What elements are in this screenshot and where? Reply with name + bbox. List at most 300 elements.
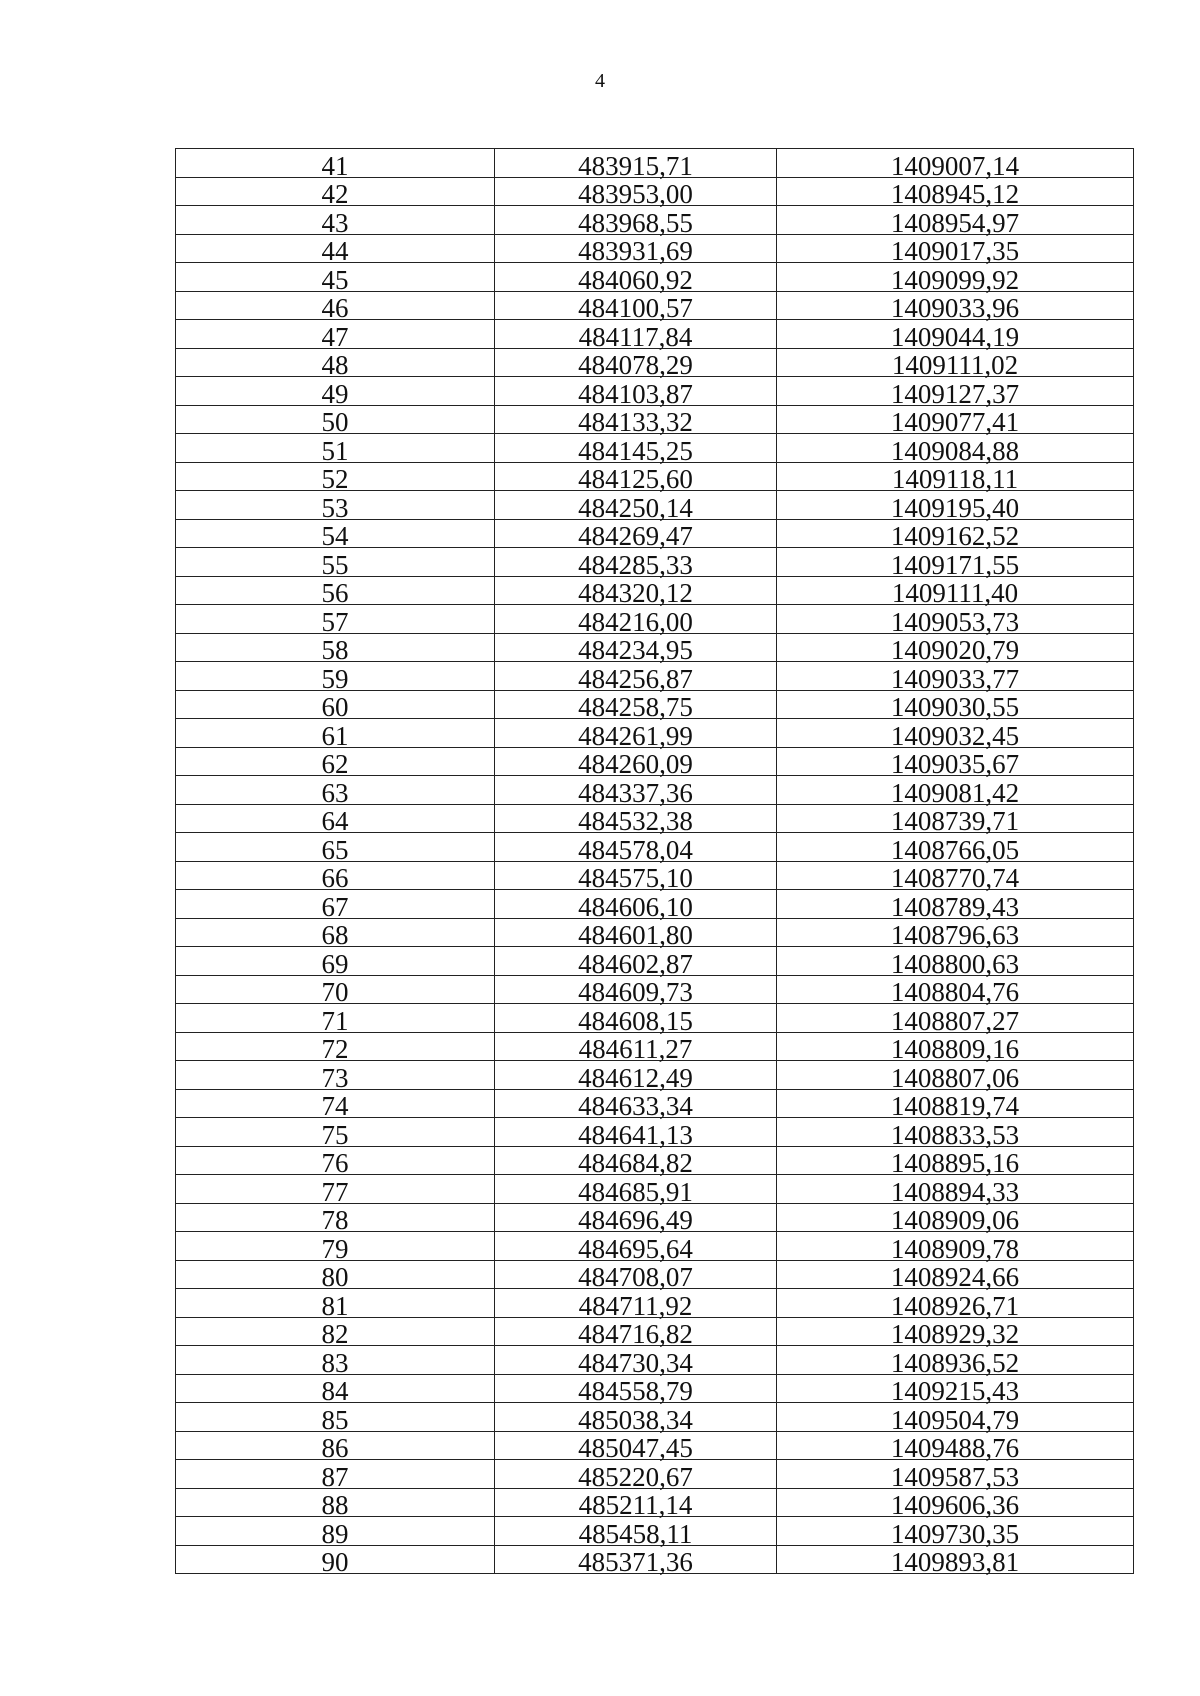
x-coordinate-cell	[495, 405, 777, 437]
cell-text: 484337,36	[578, 777, 693, 808]
y-coordinate-cell	[777, 719, 1134, 751]
table-row	[176, 1146, 1134, 1175]
table-row	[176, 918, 1134, 947]
table-row	[176, 1032, 1134, 1061]
cell-text: 1409215,43	[890, 1376, 1020, 1406]
y-coordinate-cell	[777, 377, 1134, 409]
x-coordinate-cell	[495, 1317, 777, 1349]
cell-text: 88	[321, 1490, 349, 1520]
x-coordinate-cell	[495, 234, 777, 266]
x-coordinate-cell	[495, 548, 777, 580]
x-coordinate-cell	[495, 890, 777, 922]
cell-text: 484684,82	[578, 1148, 693, 1178]
cell-text: 57	[321, 606, 349, 637]
cell-text: 1409195,40	[890, 492, 1020, 523]
cell-text: 484125,60	[578, 464, 693, 494]
cell-text: 1409127,37	[890, 378, 1020, 409]
cell-text: 1408807,27	[890, 1005, 1020, 1036]
cell-text: 1409032,45	[890, 720, 1020, 751]
cell-text: 55	[321, 549, 349, 580]
y-coordinate-cell	[777, 1374, 1134, 1406]
table-row	[176, 1374, 1134, 1403]
cell-text: 484260,09	[578, 749, 693, 779]
cell-text: 1408929,32	[890, 1319, 1020, 1349]
cell-text: 62	[321, 749, 349, 779]
cell-text: 484633,34	[578, 1091, 693, 1121]
table-row	[176, 234, 1134, 263]
cell-text: 484685,91	[578, 1176, 693, 1207]
point-number-cell	[176, 491, 495, 523]
point-number-cell	[176, 633, 495, 665]
cell-text: 484708,07	[578, 1262, 693, 1292]
cell-text: 484216,00	[578, 606, 693, 637]
y-coordinate-cell	[777, 662, 1134, 694]
cell-text: 42	[321, 179, 349, 209]
x-coordinate-cell	[495, 633, 777, 665]
cell-text: 82	[321, 1319, 349, 1349]
cell-text: 89	[321, 1518, 349, 1549]
y-coordinate-cell	[777, 348, 1134, 380]
table-row	[176, 519, 1134, 548]
x-coordinate-cell	[495, 348, 777, 380]
table-row	[176, 206, 1134, 235]
y-coordinate-cell	[777, 1460, 1134, 1492]
point-number-cell	[176, 405, 495, 437]
table-row	[176, 434, 1134, 463]
point-number-cell	[176, 747, 495, 779]
point-number-cell	[176, 719, 495, 751]
cell-text: 484575,10	[578, 863, 693, 893]
x-coordinate-cell	[495, 1203, 777, 1235]
cell-text: 484558,79	[578, 1376, 693, 1406]
point-number-cell	[176, 548, 495, 580]
x-coordinate-cell	[495, 1118, 777, 1150]
y-coordinate-cell	[777, 1146, 1134, 1178]
x-coordinate-cell	[495, 576, 777, 608]
table-row	[176, 605, 1134, 634]
table-row	[176, 1260, 1134, 1289]
point-number-cell	[176, 576, 495, 608]
point-number-cell	[176, 1061, 495, 1093]
point-number-cell	[176, 1260, 495, 1292]
x-coordinate-cell	[495, 1232, 777, 1264]
point-number-cell	[176, 1146, 495, 1178]
table-row	[176, 1203, 1134, 1232]
point-number-cell	[176, 1517, 495, 1549]
cell-text: 1409033,96	[890, 293, 1020, 323]
cell-text: 1408894,33	[890, 1176, 1020, 1207]
cell-text: 1408924,66	[890, 1262, 1020, 1292]
x-coordinate-cell	[495, 1260, 777, 1292]
cell-text: 67	[321, 891, 349, 922]
table-row	[176, 1545, 1134, 1574]
x-coordinate-cell	[495, 1403, 777, 1435]
y-coordinate-cell	[777, 1175, 1134, 1207]
x-coordinate-cell	[495, 263, 777, 295]
cell-text: 1408800,63	[890, 948, 1020, 979]
cell-text: 1408789,43	[890, 891, 1020, 922]
table-row	[176, 1089, 1134, 1118]
y-coordinate-cell	[777, 1488, 1134, 1520]
cell-text: 484601,80	[578, 920, 693, 950]
cell-text: 1409111,02	[891, 350, 1019, 380]
y-coordinate-cell	[777, 405, 1134, 437]
cell-text: 484250,14	[578, 492, 693, 523]
cell-text: 484609,73	[578, 977, 693, 1007]
point-number-cell	[176, 1289, 495, 1321]
cell-text: 85	[321, 1404, 349, 1435]
point-number-cell	[176, 291, 495, 323]
cell-text: 484730,34	[578, 1347, 693, 1378]
cell-text: 484269,47	[578, 521, 693, 551]
x-coordinate-cell	[495, 1488, 777, 1520]
cell-text: 79	[321, 1233, 349, 1264]
y-coordinate-cell	[777, 804, 1134, 836]
y-coordinate-cell	[777, 1232, 1134, 1264]
coordinates-table	[175, 148, 1134, 1577]
table-row	[176, 1460, 1134, 1489]
cell-text: 484532,38	[578, 806, 693, 836]
x-coordinate-cell	[495, 519, 777, 551]
point-number-cell	[176, 1032, 495, 1064]
table-row	[176, 405, 1134, 434]
x-coordinate-cell	[495, 291, 777, 323]
table-row	[176, 890, 1134, 919]
cell-text: 1408807,06	[890, 1062, 1020, 1093]
table-row	[176, 1431, 1134, 1460]
cell-text: 49	[321, 378, 349, 409]
point-number-cell	[176, 377, 495, 409]
y-coordinate-cell	[777, 947, 1134, 979]
point-number-cell	[176, 662, 495, 694]
y-coordinate-cell	[777, 1004, 1134, 1036]
point-number-cell	[176, 320, 495, 352]
cell-text: 484602,87	[578, 948, 693, 979]
y-coordinate-cell	[777, 519, 1134, 551]
y-coordinate-cell	[777, 1032, 1134, 1064]
x-coordinate-cell	[495, 918, 777, 950]
x-coordinate-cell	[495, 491, 777, 523]
point-number-cell	[176, 434, 495, 466]
table-row	[176, 1289, 1134, 1318]
cell-text: 54	[321, 521, 349, 551]
cell-text: 484641,13	[578, 1119, 693, 1150]
point-number-cell	[176, 776, 495, 808]
cell-text: 485220,67	[578, 1461, 693, 1492]
point-number-cell	[176, 1431, 495, 1463]
cell-text: 484258,75	[578, 692, 693, 722]
y-coordinate-cell	[777, 206, 1134, 238]
y-coordinate-cell	[777, 576, 1134, 608]
coordinates-table-body	[176, 149, 1134, 1577]
point-number-cell	[176, 348, 495, 380]
table-row	[176, 833, 1134, 862]
cell-text: 1409893,81	[890, 1547, 1020, 1577]
cell-text: 75	[321, 1119, 349, 1150]
cell-text: 47	[321, 321, 349, 352]
cell-text: 87	[321, 1461, 349, 1492]
table-row	[176, 975, 1134, 1004]
cell-text: 1409099,92	[890, 264, 1020, 295]
table-row	[176, 1118, 1134, 1147]
cell-text: 53	[321, 492, 349, 523]
cell-text: 483953,00	[578, 179, 693, 209]
point-number-cell	[176, 1203, 495, 1235]
cell-text: 1408819,74	[890, 1091, 1020, 1121]
table-row	[176, 548, 1134, 577]
y-coordinate-cell	[777, 890, 1134, 922]
x-coordinate-cell	[495, 1374, 777, 1406]
table-row	[176, 576, 1134, 605]
table-row	[176, 462, 1134, 491]
cell-text: 81	[321, 1290, 349, 1321]
cell-text: 484261,99	[578, 720, 693, 751]
point-number-cell	[176, 861, 495, 893]
cell-text: 78	[321, 1205, 349, 1235]
point-number-cell	[176, 1460, 495, 1492]
cell-text: 1408954,97	[890, 207, 1020, 238]
cell-text: 59	[321, 663, 349, 694]
cell-text: 1408936,52	[890, 1347, 1020, 1378]
cell-text: 1408766,05	[890, 834, 1020, 865]
cell-text: 484060,92	[578, 264, 693, 295]
cell-text: 484695,64	[578, 1233, 693, 1264]
x-coordinate-cell	[495, 747, 777, 779]
point-number-cell	[176, 947, 495, 979]
table-row	[176, 263, 1134, 292]
cell-text: 483915,71	[578, 150, 693, 181]
point-number-cell	[176, 234, 495, 266]
table-row	[176, 1488, 1134, 1517]
cell-text: 1408796,63	[890, 920, 1020, 950]
x-coordinate-cell	[495, 434, 777, 466]
x-coordinate-cell	[495, 690, 777, 722]
cell-text: 71	[321, 1005, 349, 1036]
table-row	[176, 1403, 1134, 1432]
y-coordinate-cell	[777, 605, 1134, 637]
y-coordinate-cell	[777, 291, 1134, 323]
table-row	[176, 1232, 1134, 1261]
point-number-cell	[176, 149, 495, 181]
y-coordinate-cell	[777, 234, 1134, 266]
cell-text: 84	[321, 1376, 349, 1406]
cell-text: 1409730,35	[890, 1518, 1020, 1549]
table-row	[176, 1517, 1134, 1546]
cell-text: 80	[321, 1262, 349, 1292]
x-coordinate-cell	[495, 320, 777, 352]
point-number-cell	[176, 890, 495, 922]
y-coordinate-cell	[777, 1203, 1134, 1235]
cell-text: 76	[321, 1148, 349, 1178]
y-coordinate-cell	[777, 747, 1134, 779]
cell-text: 484103,87	[578, 378, 693, 409]
table-row	[176, 1004, 1134, 1033]
point-number-cell	[176, 833, 495, 865]
y-coordinate-cell	[777, 690, 1134, 722]
table-row	[176, 633, 1134, 662]
y-coordinate-cell	[777, 1061, 1134, 1093]
cell-text: 483931,69	[578, 236, 693, 266]
cell-text: 484711,92	[578, 1290, 693, 1321]
cell-text: 1408809,16	[890, 1034, 1020, 1064]
cell-text: 483968,55	[578, 207, 693, 238]
y-coordinate-cell	[777, 1317, 1134, 1349]
cell-text: 68	[321, 920, 349, 950]
y-coordinate-cell	[777, 776, 1134, 808]
x-coordinate-cell	[495, 1146, 777, 1178]
cell-text: 1409162,52	[890, 521, 1020, 551]
table-row	[176, 1061, 1134, 1090]
cell-text: 60	[321, 692, 349, 722]
point-number-cell	[176, 1346, 495, 1378]
y-coordinate-cell	[777, 833, 1134, 865]
cell-text: 1409020,79	[890, 635, 1020, 665]
cell-text: 77	[321, 1176, 349, 1207]
y-coordinate-cell	[777, 177, 1134, 209]
cell-text: 74	[321, 1091, 349, 1121]
cell-text: 45	[321, 264, 349, 295]
cell-text: 1408926,71	[890, 1290, 1020, 1321]
y-coordinate-cell	[777, 861, 1134, 893]
cell-text: 51	[321, 435, 349, 466]
cell-text: 1409033,77	[890, 663, 1020, 694]
cell-text: 1408770,74	[890, 863, 1020, 893]
x-coordinate-cell	[495, 975, 777, 1007]
x-coordinate-cell	[495, 1460, 777, 1492]
x-coordinate-cell	[495, 605, 777, 637]
cell-text: 484696,49	[578, 1205, 693, 1235]
table-row	[176, 719, 1134, 748]
x-coordinate-cell	[495, 1089, 777, 1121]
cell-text: 1409017,35	[890, 236, 1020, 266]
x-coordinate-cell	[495, 776, 777, 808]
point-number-cell	[176, 1175, 495, 1207]
point-number-cell	[176, 206, 495, 238]
point-number-cell	[176, 975, 495, 1007]
y-coordinate-cell	[777, 918, 1134, 950]
point-number-cell	[176, 519, 495, 551]
cell-text: 44	[321, 236, 349, 266]
y-coordinate-cell	[777, 1346, 1134, 1378]
cell-text: 484285,33	[578, 549, 693, 580]
cell-text: 485047,45	[578, 1433, 693, 1463]
y-coordinate-cell	[777, 320, 1134, 352]
y-coordinate-cell	[777, 1118, 1134, 1150]
table-row	[176, 947, 1134, 976]
cell-text: 1408833,53	[890, 1119, 1020, 1150]
cell-text: 484578,04	[578, 834, 693, 865]
cell-text: 73	[321, 1062, 349, 1093]
table-row	[176, 320, 1134, 349]
cell-text: 1408945,12	[890, 179, 1020, 209]
cell-text: 1409111,40	[891, 578, 1019, 608]
x-coordinate-cell	[495, 1061, 777, 1093]
cell-text: 484606,10	[578, 891, 693, 922]
cell-text: 484611,27	[578, 1034, 693, 1064]
x-coordinate-cell	[495, 1032, 777, 1064]
cell-text: 43	[321, 207, 349, 238]
table-row	[176, 149, 1134, 178]
cell-text: 484100,57	[578, 293, 693, 323]
point-number-cell	[176, 1089, 495, 1121]
cell-text: 1408909,78	[890, 1233, 1020, 1264]
cell-text: 61	[321, 720, 349, 751]
y-coordinate-cell	[777, 1403, 1134, 1435]
point-number-cell	[176, 1004, 495, 1036]
point-number-cell	[176, 462, 495, 494]
cell-text: 64	[321, 806, 349, 836]
cell-text: 1409081,42	[890, 777, 1020, 808]
cell-text: 1409044,19	[890, 321, 1020, 352]
y-coordinate-cell	[777, 263, 1134, 295]
point-number-cell	[176, 804, 495, 836]
cell-text: 484234,95	[578, 635, 693, 665]
y-coordinate-cell	[777, 1517, 1134, 1549]
table-row	[176, 690, 1134, 719]
cell-text: 1409488,76	[890, 1433, 1020, 1463]
y-coordinate-cell	[777, 548, 1134, 580]
point-number-cell	[176, 177, 495, 209]
x-coordinate-cell	[495, 1431, 777, 1463]
cell-text: 1408909,06	[890, 1205, 1020, 1235]
cell-text: 41	[321, 150, 349, 181]
table-row	[176, 348, 1134, 377]
cell-text: 1409118,11	[891, 464, 1019, 494]
y-coordinate-cell	[777, 1089, 1134, 1121]
cell-text: 86	[321, 1433, 349, 1463]
x-coordinate-cell	[495, 1004, 777, 1036]
cell-text: 485371,36	[578, 1547, 693, 1577]
table-row	[176, 291, 1134, 320]
table-row	[176, 747, 1134, 776]
point-number-cell	[176, 605, 495, 637]
point-number-cell	[176, 1374, 495, 1406]
point-number-cell	[176, 1232, 495, 1264]
point-number-cell	[176, 1317, 495, 1349]
page-number: 4	[595, 70, 605, 92]
x-coordinate-cell	[495, 377, 777, 409]
cell-text: 48	[321, 350, 349, 380]
table-row	[176, 1175, 1134, 1204]
cell-text: 484716,82	[578, 1319, 693, 1349]
table-row	[176, 491, 1134, 520]
x-coordinate-cell	[495, 462, 777, 494]
cell-text: 485458,11	[578, 1518, 693, 1549]
table-row	[176, 177, 1134, 206]
y-coordinate-cell	[777, 1545, 1134, 1577]
table-row	[176, 1346, 1134, 1375]
y-coordinate-cell	[777, 1431, 1134, 1463]
cell-text: 56	[321, 578, 349, 608]
cell-text: 484145,25	[578, 435, 693, 466]
point-number-cell	[176, 690, 495, 722]
point-number-cell	[176, 918, 495, 950]
x-coordinate-cell	[495, 1517, 777, 1549]
cell-text: 70	[321, 977, 349, 1007]
table-row	[176, 861, 1134, 890]
cell-text: 66	[321, 863, 349, 893]
cell-text: 484133,32	[578, 407, 693, 437]
y-coordinate-cell	[777, 1289, 1134, 1321]
cell-text: 52	[321, 464, 349, 494]
cell-text: 484256,87	[578, 663, 693, 694]
table-row	[176, 1317, 1134, 1346]
cell-text: 1409587,53	[890, 1461, 1020, 1492]
y-coordinate-cell	[777, 434, 1134, 466]
cell-text: 1409084,88	[890, 435, 1020, 466]
cell-text: 1409053,73	[890, 606, 1020, 637]
point-number-cell	[176, 1488, 495, 1520]
